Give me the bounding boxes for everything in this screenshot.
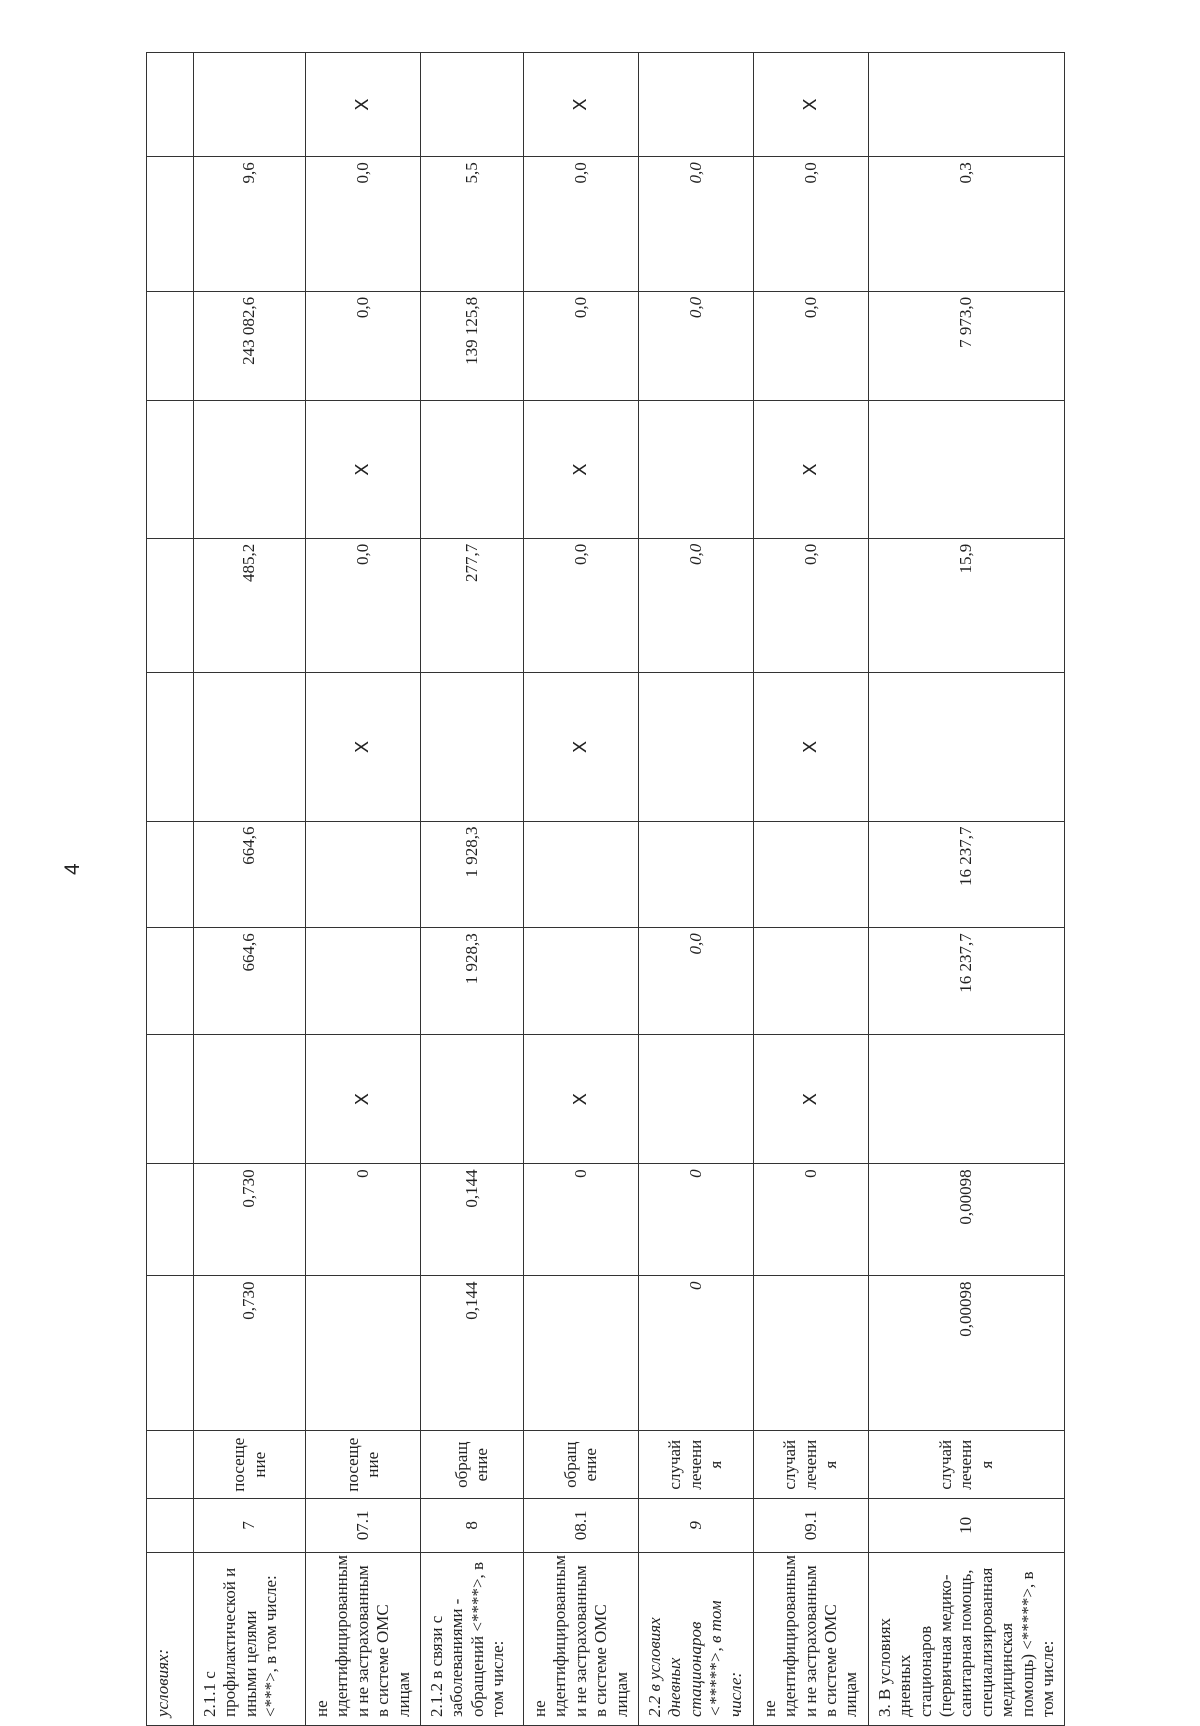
value-cell: 0: [753, 1164, 868, 1276]
value-cell: [753, 1276, 868, 1431]
row-label: не идентифицированным и не застрахованным в системе ОМС лицам: [753, 1552, 868, 1725]
value-cell: 0,0: [306, 538, 421, 673]
value-cell: 0,0: [753, 157, 868, 292]
not-applicable-cell: X: [523, 53, 638, 157]
value-cell: [194, 53, 306, 157]
not-applicable-cell: X: [306, 1034, 421, 1163]
value-cell: [194, 673, 306, 821]
value-cell: [868, 673, 1065, 821]
value-cell: [638, 53, 753, 157]
value-cell: 0,0: [523, 538, 638, 673]
row-code: [147, 1499, 194, 1552]
value-cell: 0,0: [638, 928, 753, 1035]
row-code: 8: [420, 1499, 523, 1552]
value-cell: [147, 401, 194, 538]
value-cell: 0: [523, 1164, 638, 1276]
table-row: [306, 53, 421, 1726]
row-label: условиях:: [147, 1552, 194, 1725]
value-cell: 0: [306, 1164, 421, 1276]
data-table: [146, 52, 1065, 1726]
unit-cell: посеще ние: [306, 1431, 421, 1499]
value-cell: [306, 821, 421, 928]
unit-cell: случай лечени я: [868, 1431, 1065, 1499]
page-number: 4: [61, 863, 84, 875]
value-cell: [194, 1034, 306, 1163]
value-cell: [753, 821, 868, 928]
rotated-table-frame: [146, 52, 1057, 1726]
value-cell: [194, 401, 306, 538]
row-code: 09.1: [753, 1499, 868, 1552]
value-cell: 0,0: [523, 157, 638, 292]
value-cell: 277,7: [420, 538, 523, 673]
table-row: [638, 53, 753, 1726]
value-cell: 0,144: [420, 1164, 523, 1276]
value-cell: 139 125,8: [420, 291, 523, 400]
value-cell: [147, 821, 194, 928]
value-cell: [420, 673, 523, 821]
value-cell: [147, 1164, 194, 1276]
value-cell: 664,6: [194, 928, 306, 1035]
not-applicable-cell: X: [753, 53, 868, 157]
row-label: 2.1.1 с профилактической и иными целями <***>, в том числе:: [194, 1552, 306, 1725]
table-row: [147, 53, 194, 1726]
value-cell: [147, 1276, 194, 1431]
value-cell: 9,6: [194, 157, 306, 292]
not-applicable-cell: X: [523, 1034, 638, 1163]
value-cell: [638, 401, 753, 538]
value-cell: [147, 1034, 194, 1163]
value-cell: [420, 1034, 523, 1163]
value-cell: 243 082,6: [194, 291, 306, 400]
value-cell: 15,9: [868, 538, 1065, 673]
unit-cell: случай лечени я: [638, 1431, 753, 1499]
row-label: 3. В условиях дневных стационаров (первичная медико-санитарная помощь, специализированная медицинская помощь) <*****>, в том числе:: [868, 1552, 1065, 1725]
not-applicable-cell: X: [306, 53, 421, 157]
value-cell: 0,3: [868, 157, 1065, 292]
value-cell: [868, 53, 1065, 157]
value-cell: [523, 1276, 638, 1431]
row-label: не идентифицированным и не застрахованным в системе ОМС лицам: [523, 1552, 638, 1725]
value-cell: [147, 538, 194, 673]
value-cell: [638, 1034, 753, 1163]
value-cell: 16 237,7: [868, 821, 1065, 928]
not-applicable-cell: X: [306, 401, 421, 538]
value-cell: 0,00098: [868, 1164, 1065, 1276]
table-row: [420, 53, 523, 1726]
value-cell: [147, 291, 194, 400]
row-label: не идентифицированным и не застрахованным в системе ОМС лицам: [306, 1552, 421, 1725]
not-applicable-cell: X: [523, 401, 638, 538]
value-cell: [420, 53, 523, 157]
value-cell: 0,0: [753, 538, 868, 673]
row-code: 9: [638, 1499, 753, 1552]
value-cell: [638, 673, 753, 821]
value-cell: [420, 401, 523, 538]
not-applicable-cell: X: [523, 673, 638, 821]
unit-cell: обращ ение: [420, 1431, 523, 1499]
value-cell: 0: [638, 1276, 753, 1431]
not-applicable-cell: X: [753, 1034, 868, 1163]
row-label: 2.1.2 в связи с заболеваниями - обращений <****>, в том числе:: [420, 1552, 523, 1725]
row-label: 2.2 в условиях дневных стационаров <*****>, в том числе:: [638, 1552, 753, 1725]
value-cell: [147, 157, 194, 292]
value-cell: 7 973,0: [868, 291, 1065, 400]
table-row: [868, 53, 1065, 1726]
value-cell: 16 237,7: [868, 928, 1065, 1035]
row-code: 07.1: [306, 1499, 421, 1552]
value-cell: 0,0: [306, 157, 421, 292]
value-cell: [638, 821, 753, 928]
not-applicable-cell: X: [306, 673, 421, 821]
value-cell: [753, 928, 868, 1035]
value-cell: 0,730: [194, 1164, 306, 1276]
unit-cell: случай лечени я: [753, 1431, 868, 1499]
value-cell: 0,0: [638, 291, 753, 400]
table-row: [194, 53, 306, 1726]
value-cell: [868, 401, 1065, 538]
table-row: [753, 53, 868, 1726]
value-cell: 0,0: [306, 291, 421, 400]
value-cell: [868, 1034, 1065, 1163]
value-cell: [147, 928, 194, 1035]
value-cell: [523, 821, 638, 928]
value-cell: [147, 53, 194, 157]
value-cell: 0,730: [194, 1276, 306, 1431]
unit-cell: обращ ение: [523, 1431, 638, 1499]
value-cell: [306, 928, 421, 1035]
value-cell: 5,5: [420, 157, 523, 292]
row-code: 10: [868, 1499, 1065, 1552]
value-cell: 0,0: [638, 538, 753, 673]
value-cell: 0,0: [753, 291, 868, 400]
value-cell: 0,144: [420, 1276, 523, 1431]
value-cell: 0,0: [638, 157, 753, 292]
value-cell: [523, 928, 638, 1035]
value-cell: 664,6: [194, 821, 306, 928]
value-cell: 0,00098: [868, 1276, 1065, 1431]
unit-cell: посеще ние: [194, 1431, 306, 1499]
row-code: 08.1: [523, 1499, 638, 1552]
unit-cell: [147, 1431, 194, 1499]
value-cell: [147, 673, 194, 821]
value-cell: 1 928,3: [420, 821, 523, 928]
not-applicable-cell: X: [753, 401, 868, 538]
row-code: 7: [194, 1499, 306, 1552]
value-cell: 0: [638, 1164, 753, 1276]
value-cell: 0,0: [523, 291, 638, 400]
not-applicable-cell: X: [753, 673, 868, 821]
table-row: [523, 53, 638, 1726]
value-cell: [306, 1276, 421, 1431]
value-cell: 1 928,3: [420, 928, 523, 1035]
value-cell: 485,2: [194, 538, 306, 673]
